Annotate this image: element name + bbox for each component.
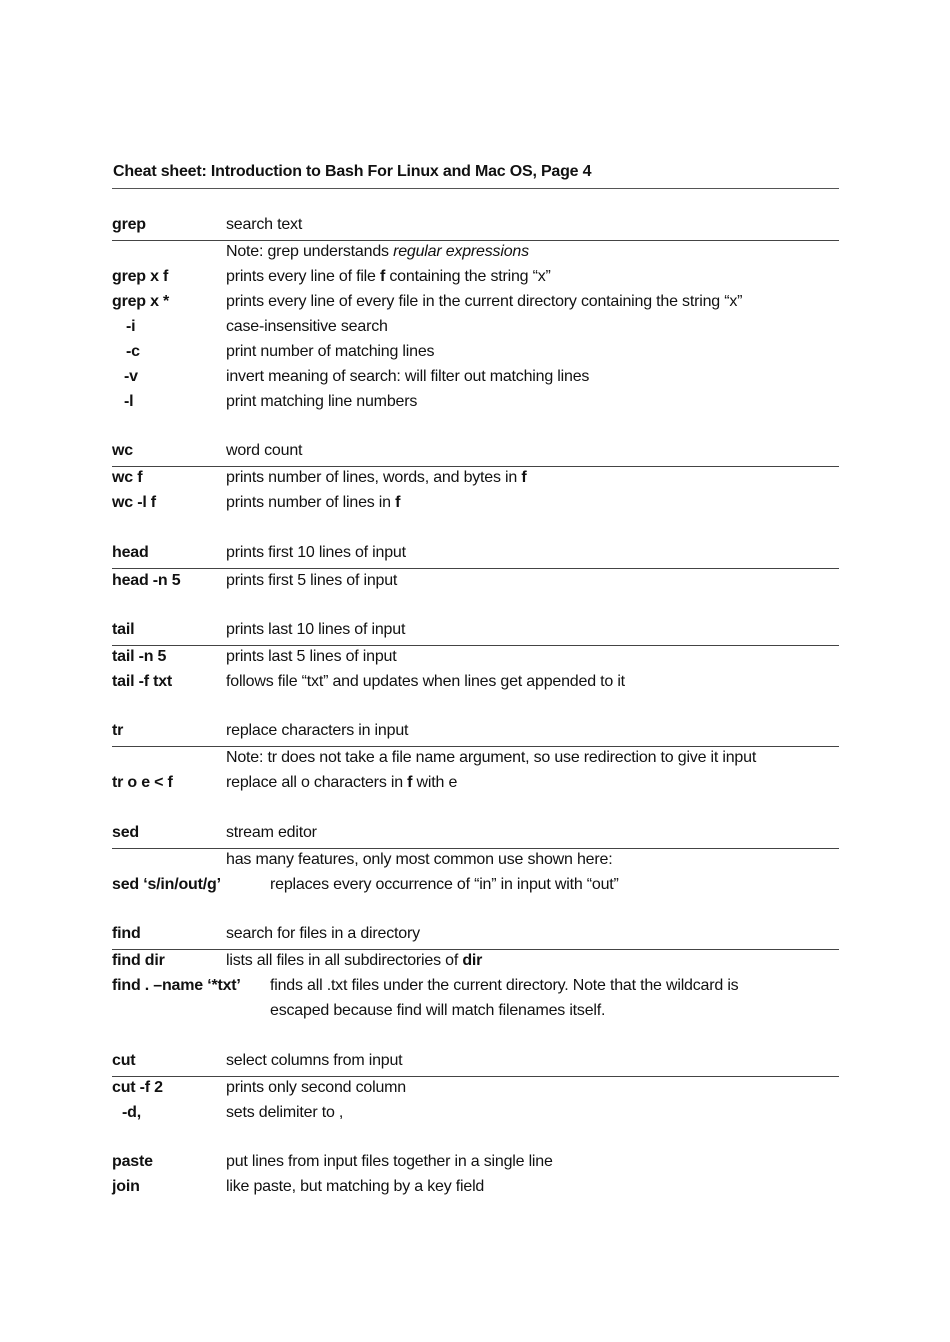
command-row [112,773,839,798]
section-header-sed [112,823,839,849]
description: replace all o characters in f with e [226,774,458,791]
option: -v [124,368,138,385]
continuation-row [112,1001,839,1026]
description: finds all .txt files under the current directory. Note that the wildcard is [270,977,739,994]
command-row [112,493,839,518]
note-row [112,748,839,773]
section-header-head [112,543,839,569]
description: Note: grep understands regular expressions [226,243,529,260]
command: paste [112,1153,153,1170]
command: cut [112,1052,136,1069]
description: search text [226,216,303,233]
description: search for files in a directory [226,925,420,942]
description: sets delimiter to , [226,1104,344,1121]
command: find dir [112,952,165,969]
note-row [112,850,839,875]
description: replace characters in input [226,722,409,739]
description: has many features, only most common use shown here: [226,851,613,868]
description: prints every line of every file in the current directory containing the string “x” [226,293,743,310]
command-row [112,267,839,292]
command: join [112,1178,140,1195]
command: sed ‘s/in/out/g’ [112,876,221,893]
description: prints number of lines, words, and bytes in f [226,469,527,486]
description: follows file “txt” and updates when lines get appended to it [226,673,625,690]
description: lists all files in all subdirectories of dir [226,952,483,969]
description: word count [226,442,303,459]
description: prints first 10 lines of input [226,544,406,561]
command: sed [112,824,139,841]
command: wc -l f [112,494,156,511]
option: -c [126,343,140,360]
option-row [112,367,839,392]
command: head -n 5 [112,572,181,589]
command: grep x * [112,293,170,310]
section-header-tr [112,721,839,747]
command: grep x f [112,268,169,285]
command: tail [112,621,135,638]
option-row [112,1103,839,1128]
section-header-cut [112,1051,839,1077]
command: tail -n 5 [112,648,167,665]
command-row [112,647,839,672]
section-header-join [112,1177,839,1202]
command: wc f [112,469,143,486]
description: Note: tr does not take a file name argument, so use redirection to give it input [226,749,757,766]
description: stream editor [226,824,317,841]
section-header-wc [112,441,839,467]
option: -d, [122,1104,141,1121]
command-row [112,292,839,317]
description: print matching line numbers [226,393,418,410]
command: tr o e < f [112,774,173,791]
command: tr [112,722,124,739]
command: tail -f txt [112,673,173,690]
description: print number of matching lines [226,343,435,360]
title-divider [112,188,839,189]
command: wc [112,442,133,459]
description: escaped because find will match filenames itself. [270,1002,606,1019]
command-row [112,976,839,1001]
description: prints last 5 lines of input [226,648,397,665]
description: replaces every occurrence of “in” in input with “out” [270,876,619,893]
section-header-tail [112,620,839,646]
command-row [112,571,839,596]
command-row [112,875,839,900]
command: find . –name ‘*txt’ [112,977,241,994]
command: grep [112,216,146,233]
option-row [112,342,839,367]
section-header-paste [112,1152,839,1177]
description: prints first 5 lines of input [226,572,398,589]
description: prints last 10 lines of input [226,621,406,638]
section-header-find [112,924,839,950]
command: cut -f 2 [112,1079,163,1096]
command-row [112,951,839,976]
page-title: Cheat sheet: Introduction to Bash For Linux and Mac OS, Page 4 [113,163,592,180]
option-row [112,392,839,417]
section-header-grep [112,215,839,241]
command-row [112,468,839,493]
description: case-insensitive search [226,318,388,335]
description: like paste, but matching by a key field [226,1178,485,1195]
command: find [112,925,141,942]
description: invert meaning of search: will filter out matching lines [226,368,590,385]
description: select columns from input [226,1052,403,1069]
description: put lines from input files together in a single line [226,1153,553,1170]
description: prints only second column [226,1079,406,1096]
option: -i [126,318,136,335]
command-row [112,672,839,697]
note-row [112,242,839,267]
description: prints number of lines in f [226,494,401,511]
command-row [112,1078,839,1103]
description: prints every line of file f containing the string “x” [226,268,551,285]
command: head [112,544,149,561]
option: -l [124,393,134,410]
option-row [112,317,839,342]
